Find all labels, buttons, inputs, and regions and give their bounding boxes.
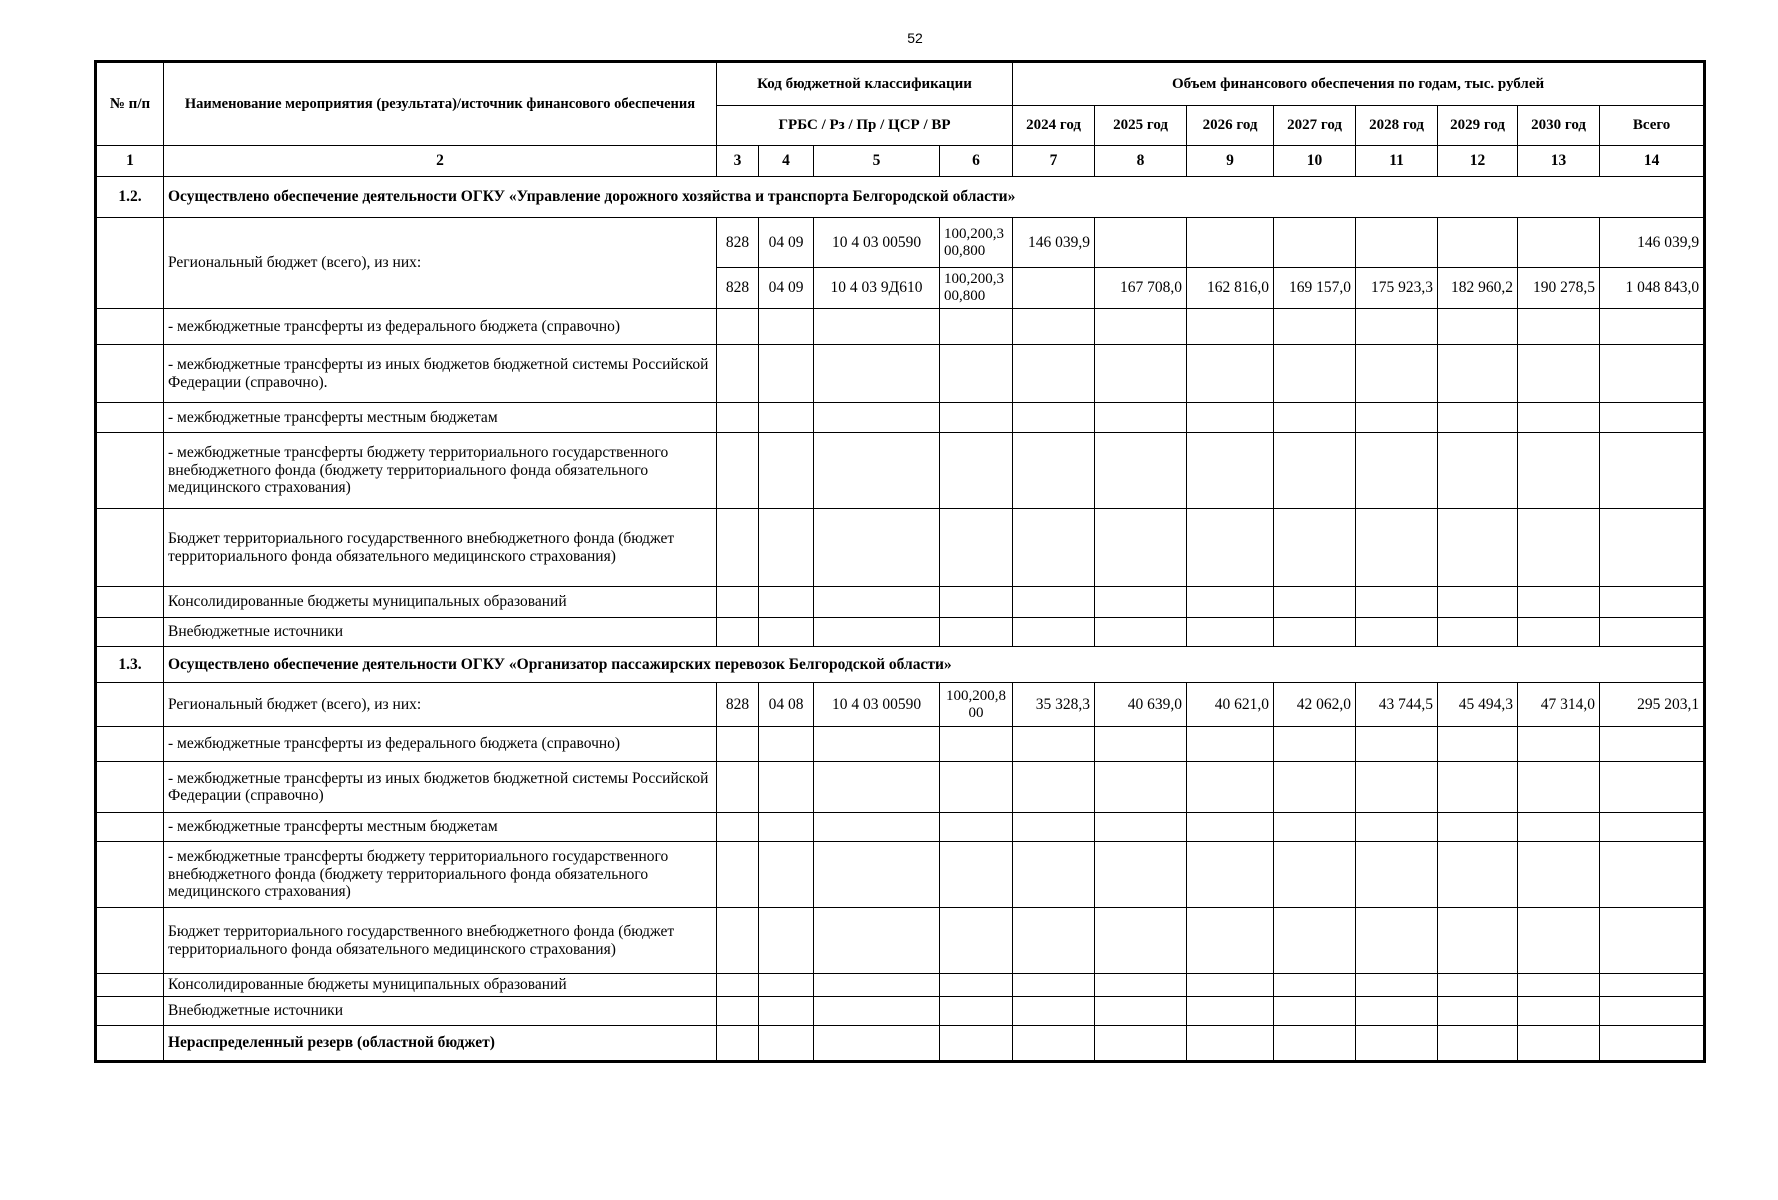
col-num: 2 bbox=[164, 146, 717, 177]
header-year-2029: 2029 год bbox=[1438, 106, 1518, 146]
cell-2028: 43 744,5 bbox=[1356, 683, 1438, 727]
cell-2030: 190 278,5 bbox=[1518, 268, 1600, 309]
col-num: 6 bbox=[940, 146, 1013, 177]
col-num: 13 bbox=[1518, 146, 1600, 177]
row-label: - межбюджетные трансферты из федерального бюджета (справочно) bbox=[164, 727, 717, 762]
section-title: Осуществлено обеспечение деятельности ОГКУ «Управление дорожного хозяйства и транспорта Белгородской области» bbox=[164, 177, 1705, 218]
col-num: 5 bbox=[814, 146, 940, 177]
cell-2024: 146 039,9 bbox=[1013, 218, 1095, 268]
section-row bbox=[96, 647, 1705, 683]
cell-2025: 40 639,0 bbox=[1095, 683, 1187, 727]
table-row bbox=[96, 1026, 1705, 1062]
row-label: - межбюджетные трансферты бюджету территориального государственного внебюджетного фонда (бюджету территориального фонда обязательного медицинского страхования) bbox=[164, 842, 717, 908]
header-row-1 bbox=[96, 62, 1705, 106]
table-row bbox=[96, 218, 1705, 268]
cell-total: 1 048 843,0 bbox=[1600, 268, 1705, 309]
header-total: Всего bbox=[1600, 106, 1705, 146]
row-label: - межбюджетные трансферты местным бюджетам bbox=[164, 813, 717, 842]
row-label: Внебюджетные источники bbox=[164, 997, 717, 1026]
cell-rzpr: 04 08 bbox=[759, 683, 814, 727]
table-row bbox=[96, 974, 1705, 997]
col-num: 9 bbox=[1187, 146, 1274, 177]
cell-2027: 169 157,0 bbox=[1274, 268, 1356, 309]
table-row bbox=[96, 762, 1705, 813]
col-num: 4 bbox=[759, 146, 814, 177]
table-row bbox=[96, 683, 1705, 727]
cell-csr: 10 4 03 9Д610 bbox=[814, 268, 940, 309]
table-row bbox=[96, 509, 1705, 587]
header-kbk-sub: ГРБС / Рз / Пр / ЦСР / ВР bbox=[717, 106, 1013, 146]
row-label: Консолидированные бюджеты муниципальных образований bbox=[164, 974, 717, 997]
cell-2025: 167 708,0 bbox=[1095, 268, 1187, 309]
cell-vr: 100,200,8 00 bbox=[940, 683, 1013, 727]
row-label: - межбюджетные трансферты из федерального бюджета (справочно) bbox=[164, 309, 717, 345]
header-volume: Объем финансового обеспечения по годам, тыс. рублей bbox=[1013, 62, 1705, 106]
cell-grbs: 828 bbox=[717, 218, 759, 268]
col-num: 11 bbox=[1356, 146, 1438, 177]
cell-rzpr: 04 09 bbox=[759, 218, 814, 268]
table-row bbox=[96, 403, 1705, 433]
table-row bbox=[96, 618, 1705, 647]
header-year-2024: 2024 год bbox=[1013, 106, 1095, 146]
col-num: 12 bbox=[1438, 146, 1518, 177]
row-label: Региональный бюджет (всего), из них: bbox=[164, 683, 717, 727]
section-row bbox=[96, 177, 1705, 218]
header-year-2025: 2025 год bbox=[1095, 106, 1187, 146]
header-num: № п/п bbox=[96, 62, 164, 146]
header-year-2026: 2026 год bbox=[1187, 106, 1274, 146]
col-num: 1 bbox=[96, 146, 164, 177]
table-row bbox=[96, 345, 1705, 403]
section-number: 1.3. bbox=[96, 647, 164, 683]
row-label: - межбюджетные трансферты из иных бюджетов бюджетной системы Российской Федерации (справочно) bbox=[164, 762, 717, 813]
header-year-2030: 2030 год bbox=[1518, 106, 1600, 146]
table-row bbox=[96, 997, 1705, 1026]
cell-2027: 42 062,0 bbox=[1274, 683, 1356, 727]
row-label: Консолидированные бюджеты муниципальных образований bbox=[164, 587, 717, 618]
cell-grbs: 828 bbox=[717, 683, 759, 727]
header-year-2028: 2028 год bbox=[1356, 106, 1438, 146]
cell-total: 146 039,9 bbox=[1600, 218, 1705, 268]
budget-table bbox=[94, 60, 1706, 1063]
cell-vr: 100,200,3 00,800 bbox=[940, 268, 1013, 309]
row-label: Бюджет территориального государственного внебюджетного фонда (бюджет территориального фонда обязательного медицинского страхования) bbox=[164, 908, 717, 974]
col-num: 7 bbox=[1013, 146, 1095, 177]
page-number: 52 bbox=[907, 30, 923, 46]
column-number-row bbox=[96, 146, 1705, 177]
table-row bbox=[96, 908, 1705, 974]
table-row bbox=[96, 433, 1705, 509]
cell-2028: 175 923,3 bbox=[1356, 268, 1438, 309]
section-title: Осуществлено обеспечение деятельности ОГКУ «Организатор пассажирских перевозок Белгородской области» bbox=[164, 647, 1705, 683]
header-name: Наименование мероприятия (результата)/источник финансового обеспечения bbox=[164, 62, 717, 146]
section-number: 1.2. bbox=[96, 177, 164, 218]
row-label: Бюджет территориального государственного внебюджетного фонда (бюджет территориального фонда обязательного медицинского страхования) bbox=[164, 509, 717, 587]
header-kbk: Код бюджетной классификации bbox=[717, 62, 1013, 106]
cell-rzpr: 04 09 bbox=[759, 268, 814, 309]
cell-grbs: 828 bbox=[717, 268, 759, 309]
table-row bbox=[96, 813, 1705, 842]
row-label: Региональный бюджет (всего), из них: bbox=[164, 218, 717, 309]
cell-vr: 100,200,3 00,800 bbox=[940, 218, 1013, 268]
cell-total: 295 203,1 bbox=[1600, 683, 1705, 727]
col-num: 10 bbox=[1274, 146, 1356, 177]
row-label: Внебюджетные источники bbox=[164, 618, 717, 647]
row-label: - межбюджетные трансферты бюджету территориального государственного внебюджетного фонда (бюджету территориального фонда обязательного медицинского страхования) bbox=[164, 433, 717, 509]
table-row bbox=[96, 309, 1705, 345]
header-year-2027: 2027 год bbox=[1274, 106, 1356, 146]
cell-2026: 40 621,0 bbox=[1187, 683, 1274, 727]
table-row bbox=[96, 727, 1705, 762]
cell-2029: 45 494,3 bbox=[1438, 683, 1518, 727]
cell-2030: 47 314,0 bbox=[1518, 683, 1600, 727]
row-label: - межбюджетные трансферты из иных бюджетов бюджетной системы Российской Федерации (справочно). bbox=[164, 345, 717, 403]
col-num: 3 bbox=[717, 146, 759, 177]
cell-csr: 10 4 03 00590 bbox=[814, 218, 940, 268]
col-num: 14 bbox=[1600, 146, 1705, 177]
col-num: 8 bbox=[1095, 146, 1187, 177]
row-label: - межбюджетные трансферты местным бюджетам bbox=[164, 403, 717, 433]
reserve-label: Нераспределенный резерв (областной бюджет) bbox=[164, 1026, 717, 1062]
cell-2024: 35 328,3 bbox=[1013, 683, 1095, 727]
cell-2029: 182 960,2 bbox=[1438, 268, 1518, 309]
cell-csr: 10 4 03 00590 bbox=[814, 683, 940, 727]
cell-2026: 162 816,0 bbox=[1187, 268, 1274, 309]
table-row bbox=[96, 842, 1705, 908]
table-row bbox=[96, 587, 1705, 618]
